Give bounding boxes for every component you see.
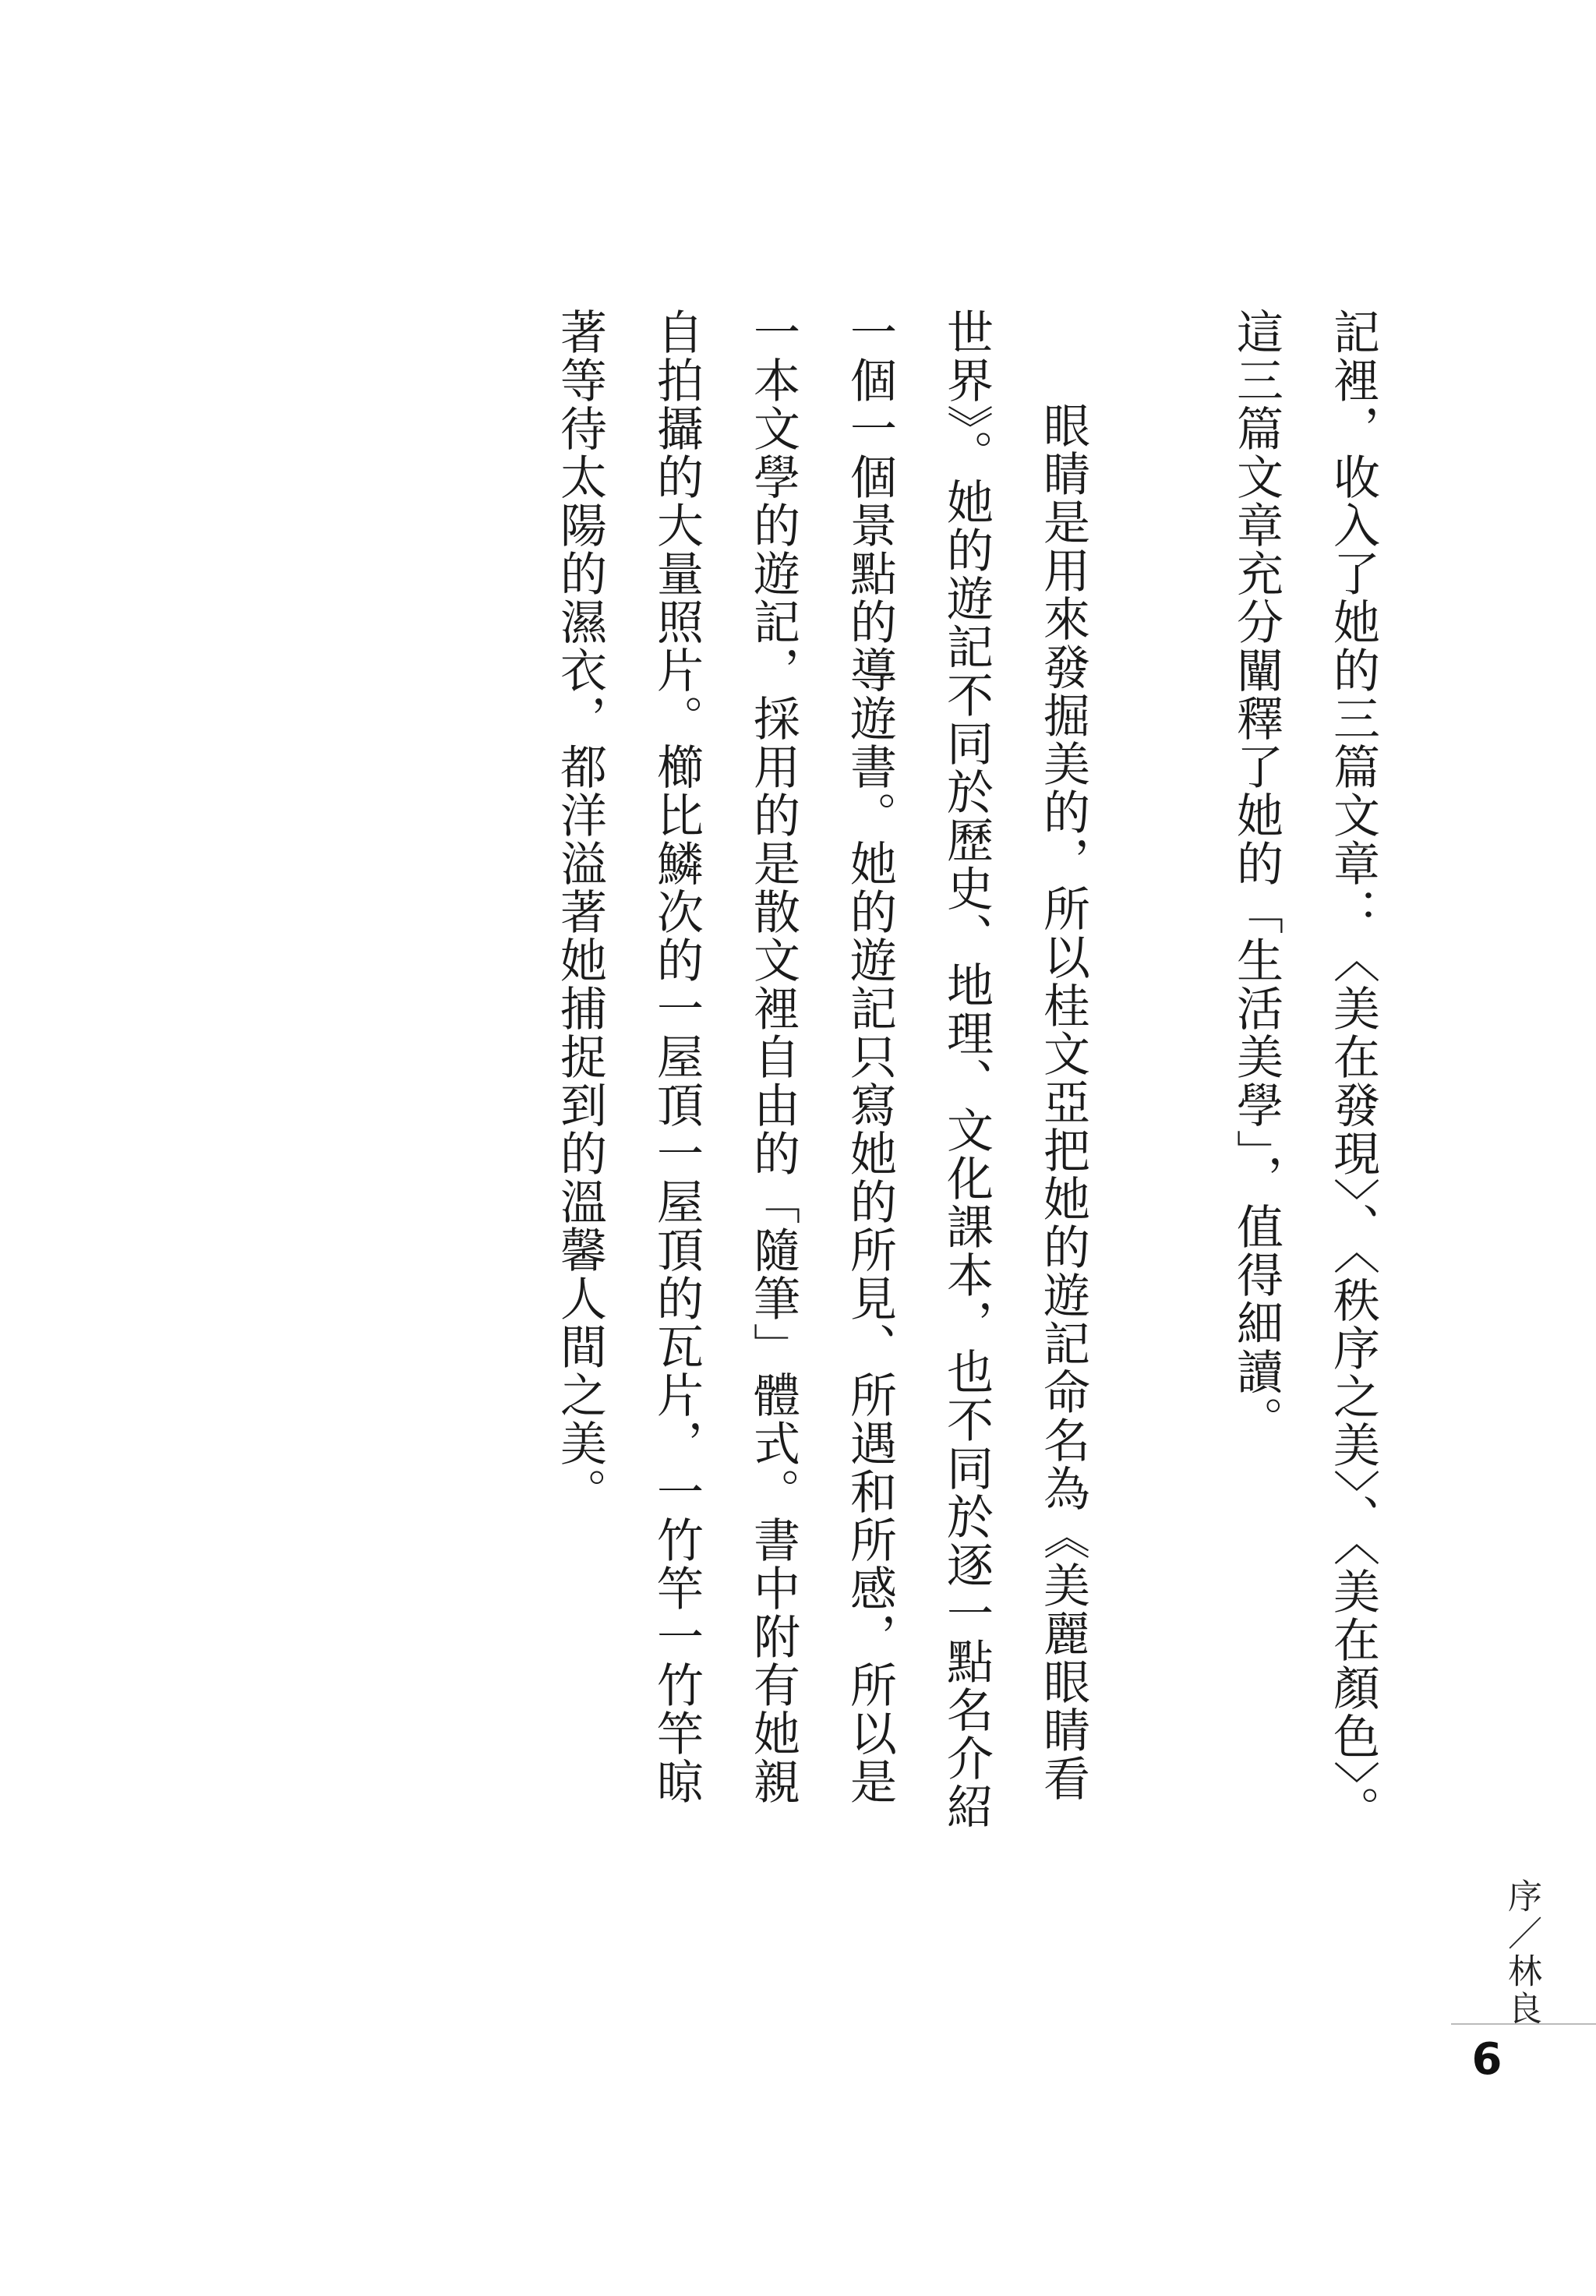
body-text [531, 308, 1401, 1835]
paragraph-travelogue: 眼睛是用來發掘美的，所以桂文亞把她的遊記命名為《美麗眼睛看世界》。她的遊記不同於歷史、地理、文化課本，也不同於逐一點名介紹一個一個景點的導遊書。她的遊記只寫她的所見、所遇和所感，所以是一本文學的遊記，採用的是散文裡自由的「隨筆」體式。書中附有她親自拍攝的大量照片。櫛比鱗次的一屋頂一屋頂的瓦片，一竹竿一竹竿晾著等待太陽的濕衣，都洋溢著她捕捉到的溫馨人間之美。 [553, 308, 1090, 1831]
paragraph-continued: 記裡，收入了她的三篇文章：〈美在發現〉、〈秩序之美〉、〈美在顏色〉。這三篇文章充分闡釋了她的「生活美學」，值得細讀。 [1229, 308, 1380, 1834]
page-number: 6 [1471, 2034, 1502, 2085]
running-head: 序／林良 [1502, 1878, 1541, 2028]
footer-rule [1451, 2023, 1596, 2025]
